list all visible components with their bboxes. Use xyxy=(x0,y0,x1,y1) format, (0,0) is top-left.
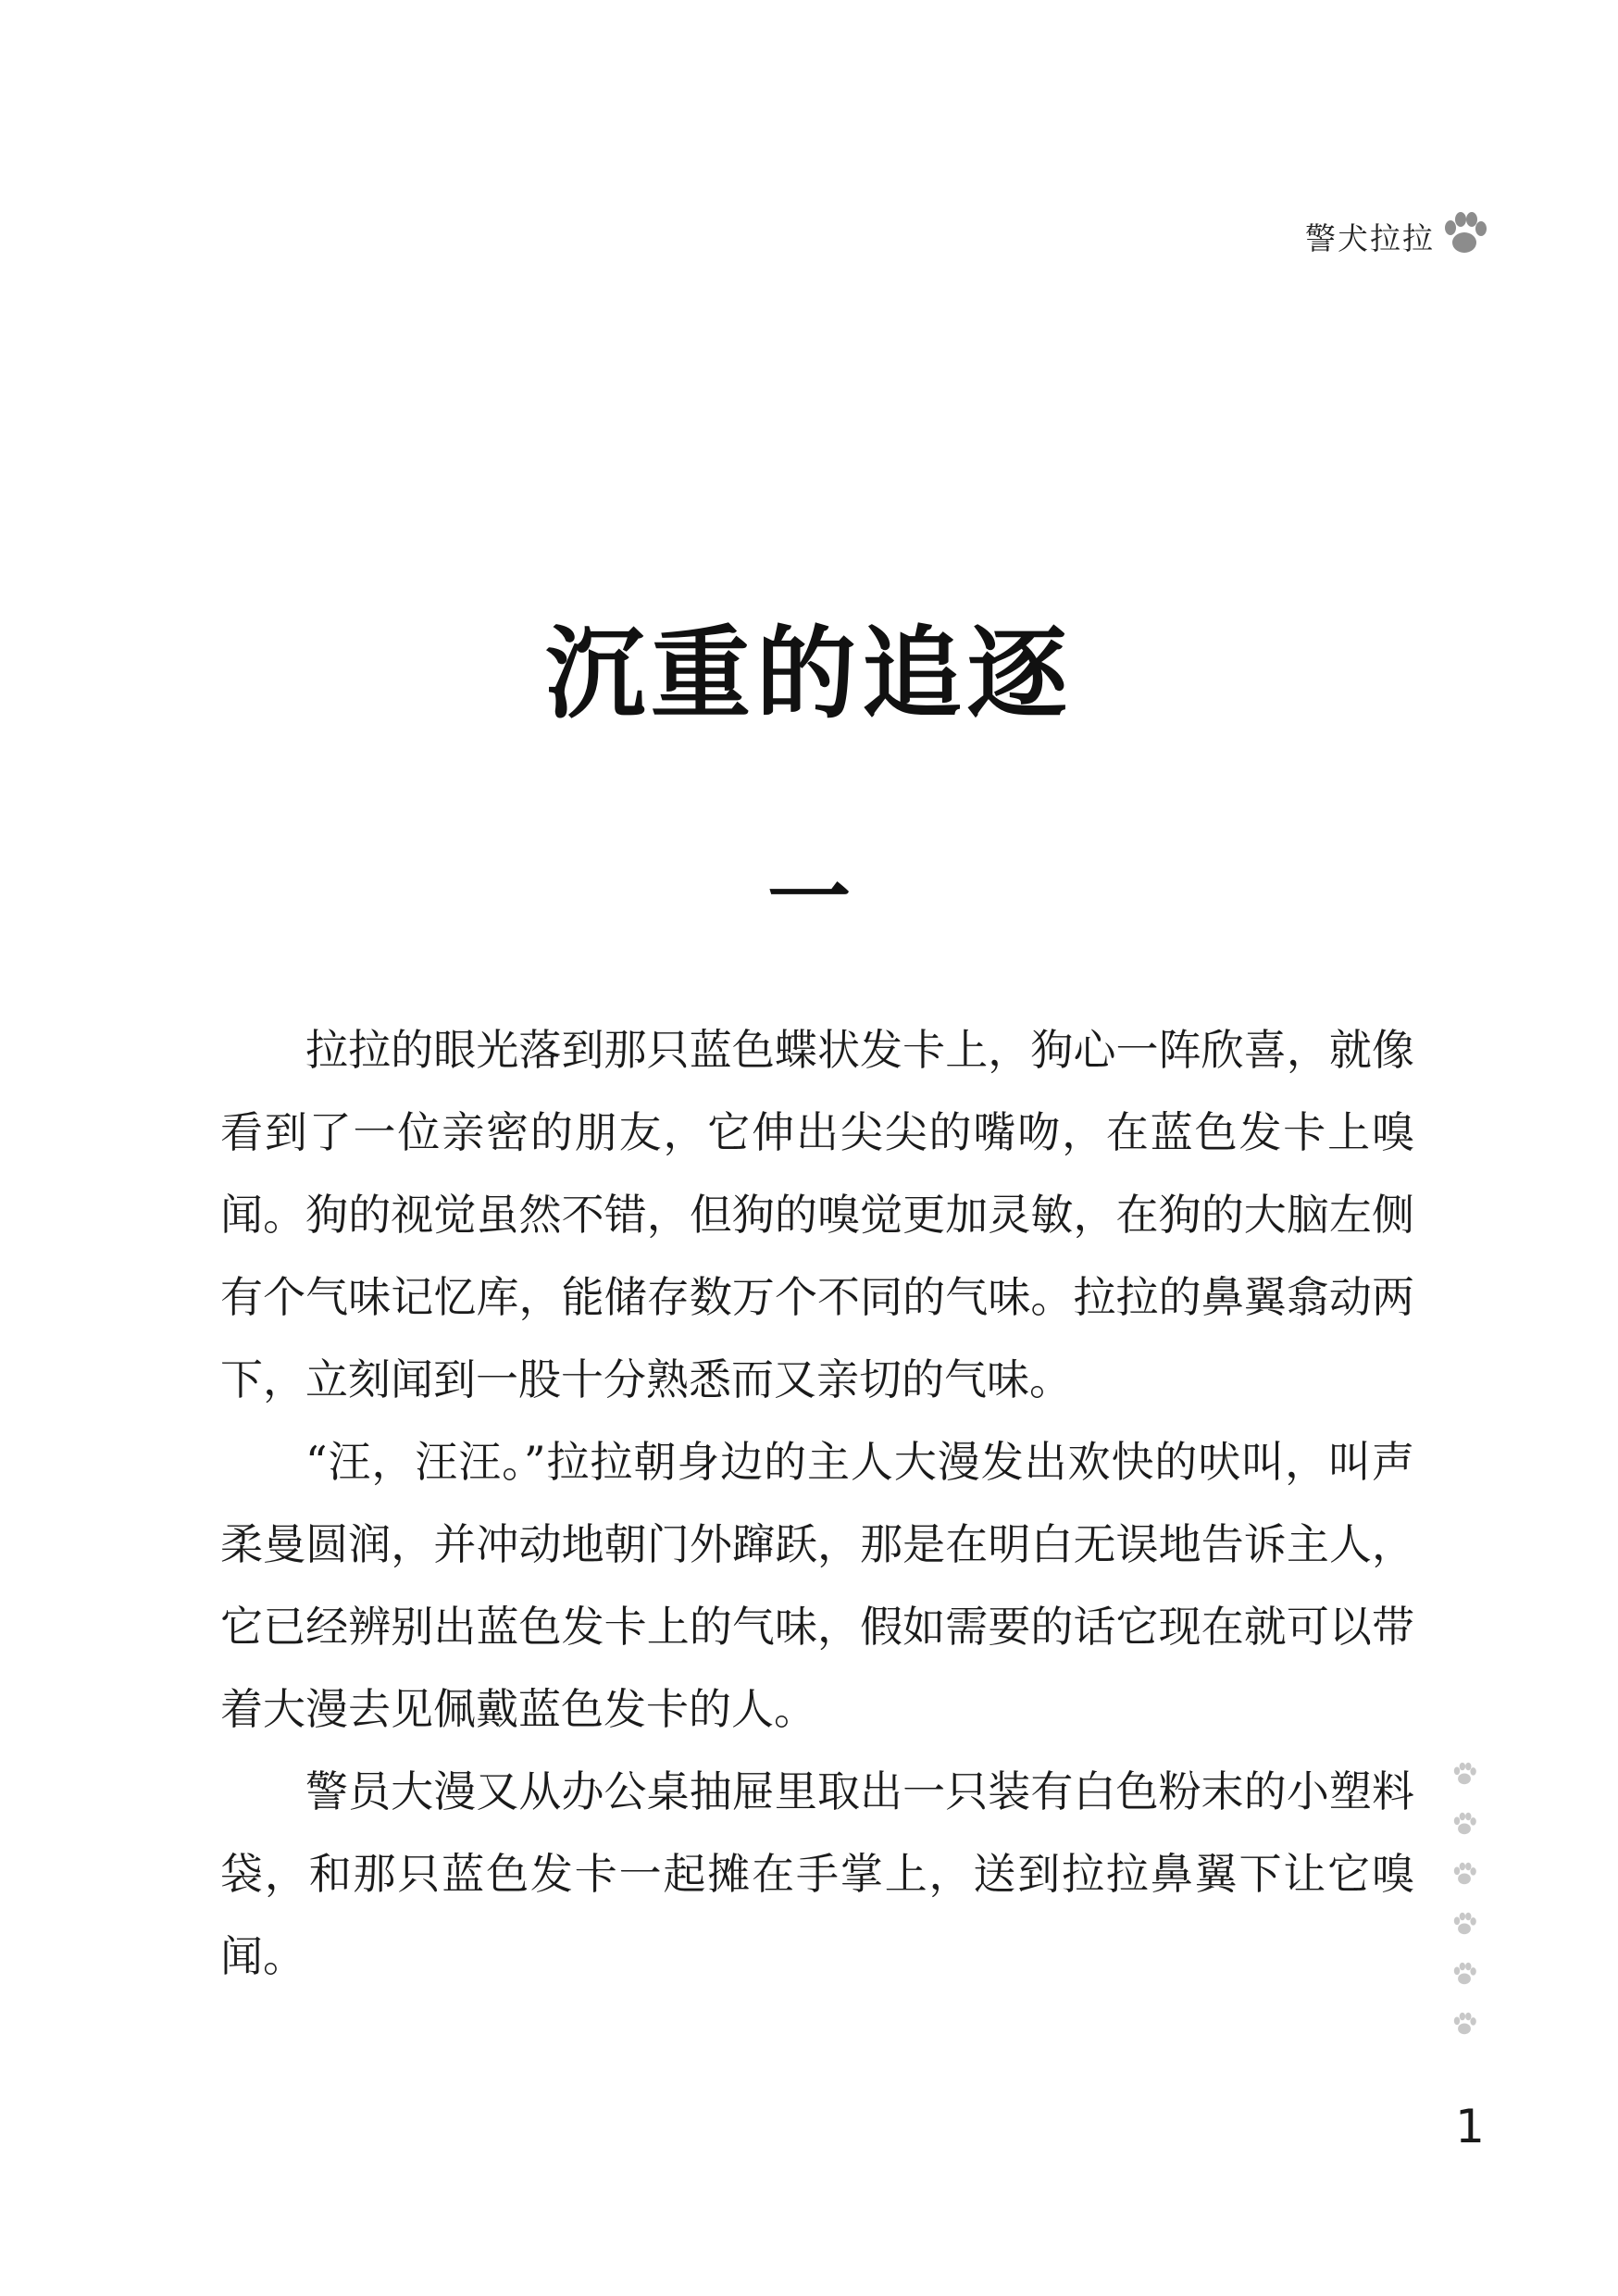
running-header xyxy=(1111,206,1555,270)
paragraph: 警员大漫又从办公桌抽屉里取出一只装有白色粉末的小塑料袋，和那只蓝色发卡一起摊在手掌上，送到拉拉鼻翼下让它嗅闻。 xyxy=(220,1766,1414,1981)
running-header-title: 警犬拉拉 xyxy=(1305,220,1435,256)
paragraph: 拉拉的眼光落到那只蓝色蝶状发卡上，狗心一阵欣喜，就像看到了一位亲密的朋友，它伸出尖尖的嘴吻，在蓝色发卡上嗅闻。狗的视觉虽然不错，但狗的嗅觉更加灵敏，在狗的大脑左侧有个气味记忆库，能储存数万个不同的气味。拉拉的鼻翼翕动两下，立刻闻到一股十分熟悉而又亲切的气味。 xyxy=(220,1025,1414,1404)
page-number: 1 xyxy=(1455,2100,1485,2153)
paw-icon xyxy=(1450,2009,1479,2039)
paw-icon xyxy=(1450,1909,1479,1939)
paragraph: “汪，汪汪。”拉拉朝身边的主人大漫发出欢快的吠叫，叫声柔曼圆润，并冲动地朝门外蹿跃，那是在明白无误地告诉主人，它已经辨别出蓝色发卡上的气味，假如需要的话它现在就可以带着大漫去见佩戴蓝色发卡的人。 xyxy=(220,1437,1414,1734)
paw-icon xyxy=(1450,1759,1479,1789)
body-text xyxy=(220,1009,1414,1998)
chapter-title: 沉重的追逐 xyxy=(544,616,1073,732)
paw-icon xyxy=(1450,1859,1479,1889)
paw-print-trail xyxy=(1437,1759,1492,2074)
paw-icon xyxy=(1450,1809,1479,1839)
paw-icon xyxy=(1437,206,1492,261)
paw-icon xyxy=(1450,1959,1479,1989)
section-number: 一 xyxy=(767,848,851,946)
